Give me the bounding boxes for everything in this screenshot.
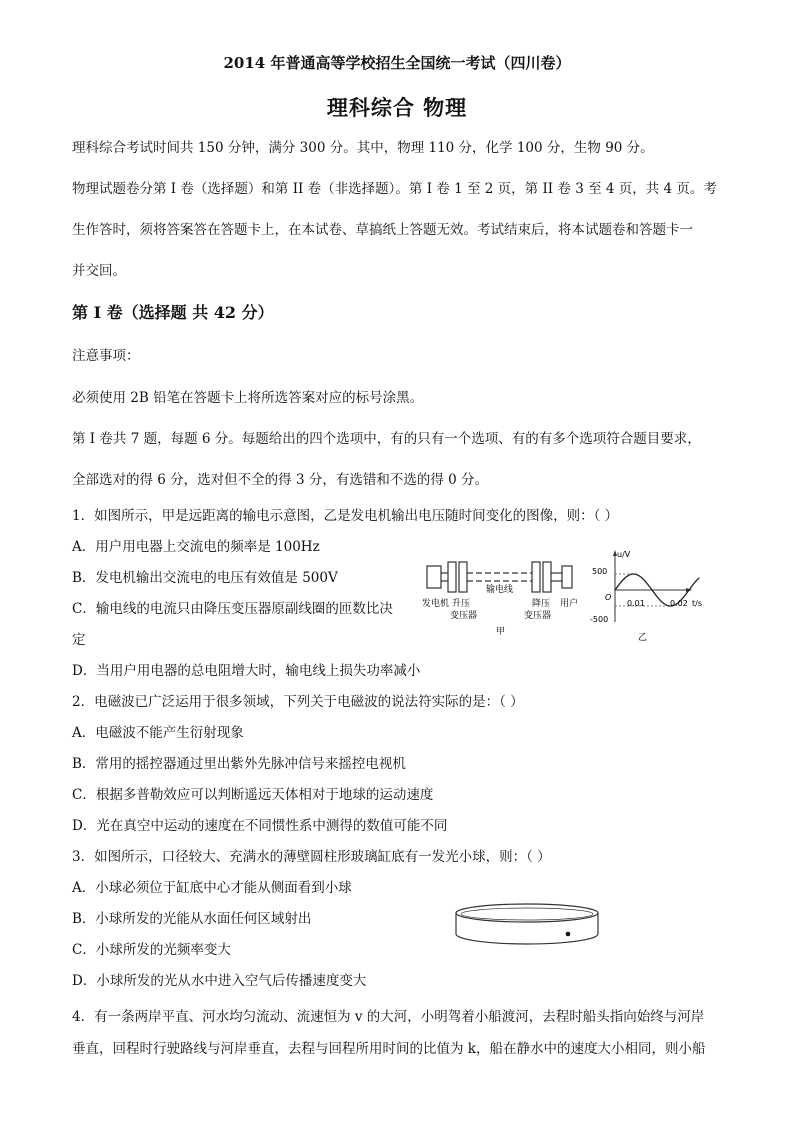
q3-figure-glass-tank <box>452 900 602 950</box>
user-label: 用户 <box>560 599 579 609</box>
q4-stem-line-2: 垂直，回程时行驶路线与河岸垂直，去程与回程所用时间的比值为 k，船在静水中的速度大小相同，则小船 <box>72 1041 706 1057</box>
y-axis-label: u/V <box>617 550 631 559</box>
q1-option-c-line-1: C．输电线的电流只由降压变压器原副线圈的匝数比决 <box>72 601 393 617</box>
figure-jia-caption: 甲 <box>496 627 506 637</box>
q1-figure-voltage-chart <box>590 548 712 648</box>
q1-option-d: D．当用户用电器的总电阻增大时，输电线上损失功率减小 <box>72 663 421 679</box>
glowing-ball <box>566 932 571 937</box>
notice-2-line-1: 第 I 卷共 7 题，每题 6 分。每题给出的四个选项中，有的只有一个选项、有的有多个选项符合题目要求， <box>72 431 701 447</box>
y-tick-label-positive: 500 <box>592 567 608 576</box>
q2-option-d: D．光在真空中运动的速度在不同惯性系中测得的数值可能不同 <box>72 818 448 834</box>
step-up-coil-left <box>448 562 456 592</box>
q1-figure-transmission-diagram <box>420 552 600 642</box>
x-axis-label: t/s <box>692 599 702 608</box>
generator-box <box>427 566 441 588</box>
intro-paragraph-2-line-2: 生作答时，须将答案答在答题卡上，在本试卷、草搞纸上答题无效。考试结束后，将本试题卷和答题卡一 <box>72 222 693 238</box>
q2-stem: 2．电磁波已广泛运用于很多领域，下列关于电磁波的说法符实际的是：（ ） <box>72 694 524 710</box>
q3-option-d: D．小球所发的光从水中进入空气后传播速度变大 <box>72 973 367 989</box>
user-box <box>562 566 572 588</box>
origin-label: O <box>605 593 612 602</box>
intro-paragraph-1: 理科综合考试时间共 150 分钟，满分 300 分。其中，物理 110 分，化学 100 分，生物 90 分。 <box>72 140 654 156</box>
q3-option-b: B．小球所发的光能从水面任何区域射出 <box>72 911 312 927</box>
step-down-label-2: 变压器 <box>524 611 552 621</box>
step-up-coil-right <box>459 562 467 592</box>
exam-subtitle: 理科综合 物理 <box>326 95 468 120</box>
notice-2-line-2: 全部选对的得 6 分，选对但不全的得 3 分，有选错和不选的得 0 分。 <box>72 472 489 488</box>
section-title: 第 I 卷（选择题 共 42 分） <box>72 303 274 322</box>
generator-label: 发电机 <box>422 599 450 609</box>
q2-option-b: B．常用的摇控器通过里出紫外先脉冲信号来摇控电视机 <box>72 756 406 772</box>
q3-stem: 3．如图所示，口径较大、充满水的薄壁圆柱形玻璃缸底有一发光小球，则：（ ） <box>72 849 551 865</box>
y-tick-label-negative: -500 <box>590 615 609 624</box>
q1-option-c-line-2: 定 <box>72 632 86 648</box>
notice-1: 必须使用 2B 铅笔在答题卡上将所选答案对应的标号涂黑。 <box>72 390 424 406</box>
step-down-label-1: 降压 <box>532 599 551 609</box>
intro-paragraph-2-line-1: 物理试题卷分第 I 卷（选择题）和第 II 卷（非选择题）。第 I 卷 1 至 2 页，第 II 卷 3 至 4 页，共 4 页。考 <box>72 181 717 197</box>
step-down-coil-left <box>532 562 540 592</box>
step-down-coil-right <box>543 562 551 592</box>
notice-label: 注意事项： <box>72 348 140 364</box>
step-up-label-2: 变压器 <box>450 611 478 621</box>
intro-paragraph-2-line-3: 并交回。 <box>72 263 126 279</box>
line-label: 输电线 <box>486 585 514 595</box>
q2-option-a: A．电磁波不能产生衍射现象 <box>72 725 244 741</box>
figure-yi-caption: 乙 <box>638 633 648 643</box>
q2-option-c: C．根据多普勒效应可以判断遥远天体相对于地球的运动速度 <box>72 787 434 803</box>
q3-option-a: A．小球必须位于缸底中心才能从侧面看到小球 <box>72 880 352 896</box>
q1-option-b: B．发电机输出交流电的电压有效值是 500V <box>72 570 338 586</box>
exam-title: 2014 年普通高等学校招生全国统一考试（四川卷） <box>223 54 571 72</box>
q4-stem-line-1: 4．有一条两岸平直、河水均匀流动、流速恒为 v 的大河，小明驾着小船渡河，去程时船头指向始终与河岸 <box>72 1009 705 1025</box>
tank-top-rim <box>456 904 598 922</box>
q1-stem: 1．如图所示，甲是远距离的输电示意图，乙是发电机输出电压随时间变化的图像，则：（ ） <box>72 508 619 524</box>
x-tick-label-2: 0.02 <box>670 599 688 608</box>
x-tick-label-1: 0.01 <box>627 599 645 608</box>
step-up-label-1: 升压 <box>452 599 471 609</box>
q1-option-a: A．用户用电器上交流电的频率是 100Hz <box>72 539 320 555</box>
q3-option-c: C．小球所发的光频率变大 <box>72 942 231 958</box>
